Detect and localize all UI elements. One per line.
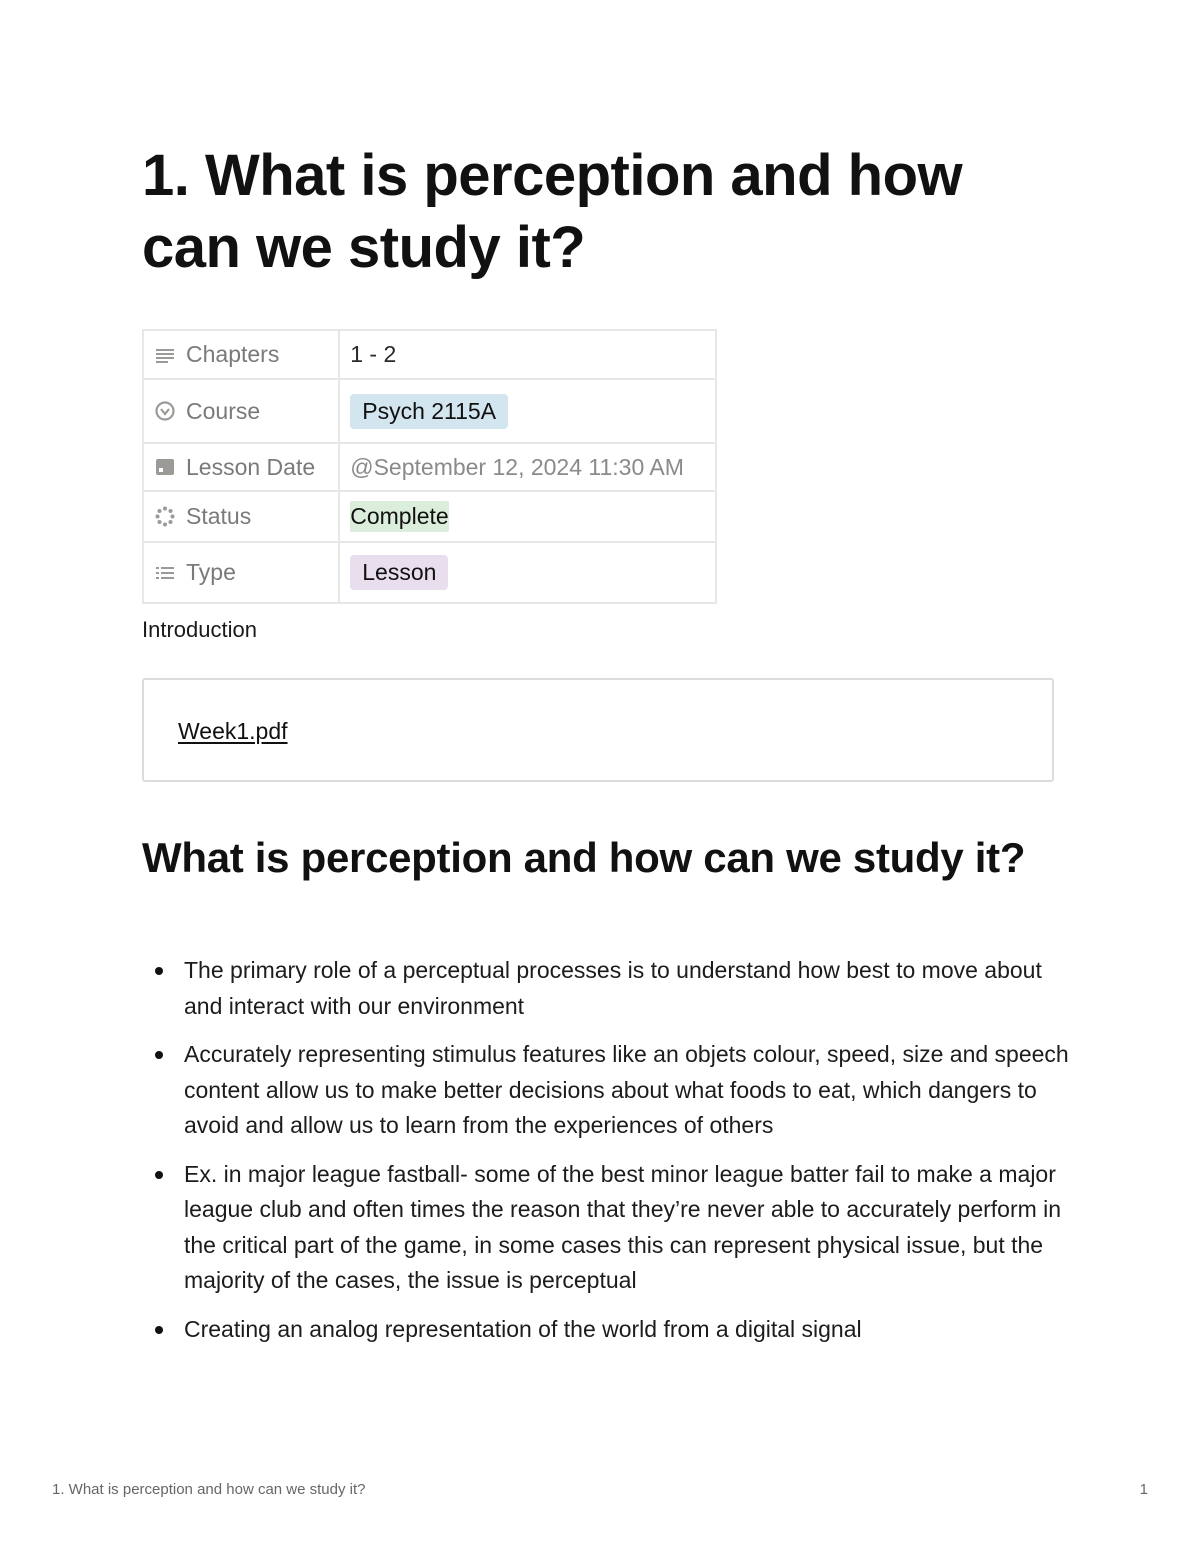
property-key-label: Course	[186, 397, 261, 424]
bullet-icon	[155, 1171, 163, 1179]
attachment-block	[142, 678, 1054, 782]
text-lines-icon	[154, 343, 176, 365]
property-key-cell	[143, 379, 339, 443]
attachment-link[interactable]: Week1.pdf	[178, 718, 288, 744]
footer-page-number: 1	[1139, 1481, 1148, 1498]
property-row-lesson-date	[143, 443, 716, 491]
property-row-chapters	[143, 330, 716, 379]
lesson-date-value: @September 12, 2024 11:30 AM	[350, 453, 684, 480]
list-item-text: Accurately representing stimulus features like an objets colour, speed, size and speech content allow us to make better decisions about what foods to eat, which dangers to avoid and allow us to learn from the experiences of others	[184, 1041, 1069, 1138]
property-value-cell[interactable]	[339, 330, 716, 379]
list-icon	[154, 561, 176, 583]
relation-icon	[154, 399, 176, 421]
list-item-text: Creating an analog representation of the world from a digital signal	[184, 1315, 862, 1342]
property-row-status	[143, 491, 716, 542]
property-value-cell[interactable]	[339, 491, 716, 542]
calendar-icon	[154, 455, 176, 477]
introduction-label: Introduction	[142, 617, 257, 642]
property-key-cell	[143, 443, 339, 491]
property-value-cell[interactable]	[339, 542, 716, 603]
property-row-course	[143, 379, 716, 443]
bullet-icon	[155, 1326, 163, 1334]
type-tag[interactable]: Lesson	[350, 555, 448, 590]
list-item	[142, 1157, 1072, 1299]
property-key-cell	[143, 542, 339, 603]
list-item	[142, 953, 1072, 1024]
property-key-label: Chapters	[186, 341, 280, 367]
section-heading: What is perception and how can we study it?	[142, 834, 1026, 881]
page-title: 1. What is perception and how can we study it?	[142, 143, 963, 280]
bullet-icon	[155, 967, 163, 975]
bullet-list	[142, 953, 1072, 1360]
property-key-label: Lesson Date	[186, 453, 316, 480]
property-value-cell[interactable]	[339, 443, 716, 491]
property-key-label: Type	[186, 559, 236, 585]
list-item-text: The primary role of a perceptual processes is to understand how best to move about and interact with our environment	[184, 957, 1042, 1019]
status-spinner-icon	[154, 505, 176, 527]
list-item-text: Ex. in major league fastball- some of the best minor league batter fail to make a major league club and often times the reason that they’re never able to accurately perform in the critical part of the game, in some cases this can represent physical issue, but the majority of the cases, the issue is perceptual	[184, 1160, 1062, 1293]
property-value-cell[interactable]	[339, 379, 716, 443]
bullet-icon	[155, 1051, 163, 1059]
property-key-cell	[143, 491, 339, 542]
property-key-label: Status	[186, 503, 252, 529]
property-key-cell	[143, 330, 339, 379]
property-row-type	[143, 542, 716, 603]
course-tag[interactable]: Psych 2115A	[350, 394, 508, 429]
list-item	[142, 1037, 1072, 1144]
list-item	[142, 1312, 1072, 1348]
footer-doc-title: 1. What is perception and how can we study it?	[52, 1481, 366, 1498]
status-tag[interactable]: Complete	[350, 501, 448, 532]
chapters-value: 1 - 2	[350, 341, 397, 367]
properties-table	[142, 329, 717, 604]
